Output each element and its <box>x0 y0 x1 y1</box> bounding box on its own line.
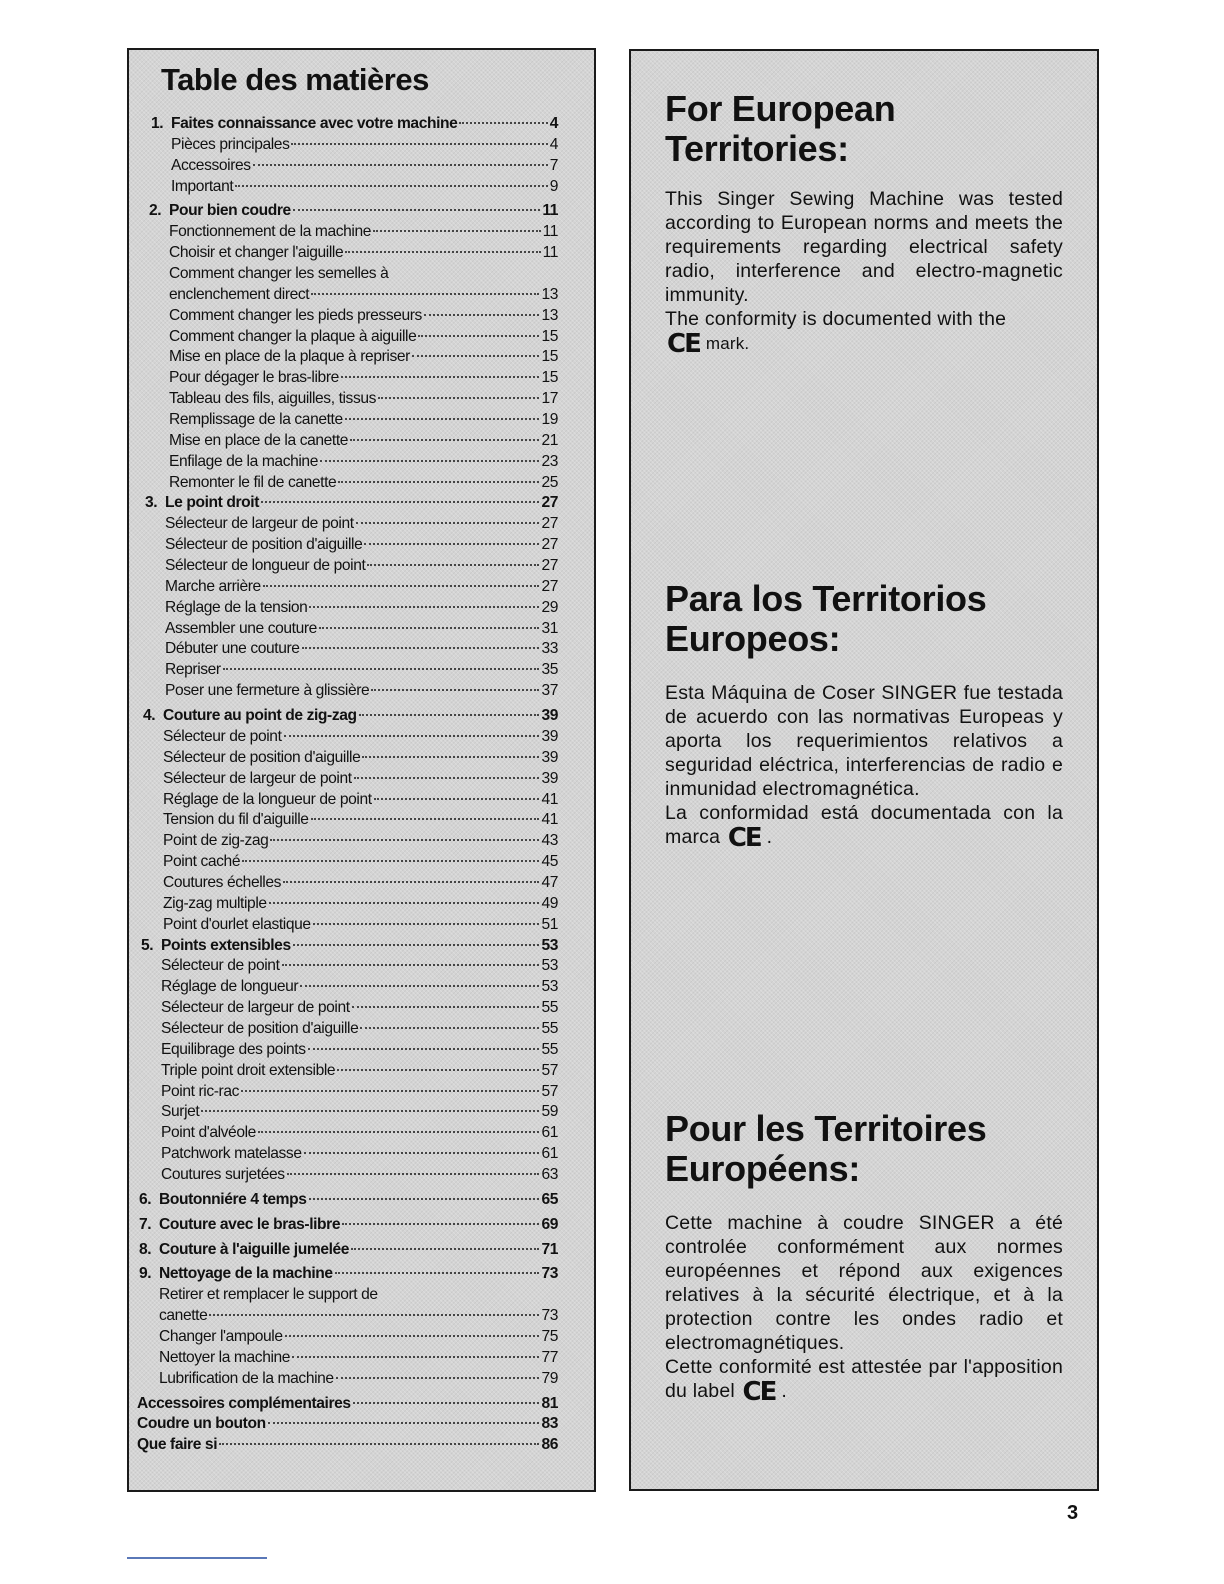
toc-leader-dots <box>241 1090 539 1092</box>
toc-leader-dots <box>223 668 540 670</box>
toc-entry-page: 39 <box>541 707 558 725</box>
toc-entry <box>129 639 594 660</box>
toc-entry-label: Pour bien coudre <box>169 202 291 220</box>
toc-leader-dots <box>261 501 539 503</box>
toc-entry-page: 53 <box>541 957 558 975</box>
toc-leader-dots <box>235 185 547 187</box>
toc-leader-dots <box>311 818 540 820</box>
toc-leader-dots <box>336 1377 540 1379</box>
notice-spanish <box>665 578 1063 853</box>
toc-entry-page: 13 <box>541 285 558 303</box>
toc-entry-page: 29 <box>541 598 558 616</box>
toc-leader-dots <box>263 585 540 587</box>
toc-entry <box>129 327 594 348</box>
toc-entry-page: 39 <box>541 727 558 745</box>
toc-entry-page: 17 <box>541 390 558 408</box>
notice-french-body: Cette machine à coudre SINGER a été controlée conformément aux normes européennes et répond aux exigences relatives à la sécurité électrique, et à la protection contre les ondes radio et electromagnétiques. <box>665 1212 1063 1354</box>
toc-entry <box>129 135 594 156</box>
toc-entry-page: 11 <box>542 244 558 262</box>
toc-entry-label: Sélecteur de largeur de point <box>163 769 352 787</box>
toc-entry-page: 31 <box>541 619 558 637</box>
toc-section-entry <box>129 201 594 222</box>
toc-entry-page: 27 <box>541 557 558 575</box>
notice-english-title-line2: Territories: <box>665 128 849 169</box>
toc-entry-label: Points extensibles <box>161 936 291 954</box>
toc-section-entry <box>129 493 594 514</box>
toc-entry-label: Retirer et remplacer le support de <box>159 1286 378 1304</box>
toc-leader-dots <box>319 627 539 629</box>
toc-leader-dots <box>354 777 540 779</box>
toc-entry-page: 21 <box>541 431 558 449</box>
toc-section-entry <box>129 706 594 727</box>
toc-entry-page: 55 <box>541 1019 558 1037</box>
notice-french-title-line2: Européens: <box>665 1148 861 1189</box>
toc-leader-dots <box>293 209 540 211</box>
toc-entry-label: Tension du fil d'aiguille <box>163 811 309 829</box>
toc-leader-dots <box>269 902 540 904</box>
toc-entry-page: 86 <box>541 1436 558 1454</box>
toc-entry-number: 7. <box>139 1215 152 1233</box>
notice-french-title <box>665 1109 1063 1189</box>
toc-entry <box>129 156 594 177</box>
toc-entry-page: 27 <box>541 494 558 512</box>
toc-leader-dots <box>282 964 540 966</box>
footer-line <box>127 1557 267 1559</box>
toc-entry-page: 13 <box>541 306 558 324</box>
toc-entry-label: Boutonniére 4 temps <box>159 1190 307 1208</box>
toc-leader-dots <box>335 1272 540 1274</box>
page-number: 3 <box>1067 1502 1079 1524</box>
toc-entry-label: Sélecteur de longueur de point <box>165 557 366 575</box>
toc-section-entry <box>129 1240 594 1261</box>
toc-entry-page: 71 <box>541 1240 558 1258</box>
toc-entry-number: 5. <box>141 936 154 954</box>
toc-entry-label: Coudre un bouton <box>137 1415 266 1433</box>
toc-entry-page: 51 <box>541 915 558 933</box>
toc-leader-dots <box>351 1248 539 1250</box>
toc-entry <box>129 894 594 915</box>
toc-entry-label: Nettoyer la machine <box>159 1348 291 1366</box>
toc-entry-label: Pièces principales <box>171 135 290 153</box>
toc-entry-label: Réglage de longueur <box>161 978 299 996</box>
toc-entry-label: Assembler une couture <box>165 619 317 637</box>
toc-leader-dots <box>360 1027 539 1029</box>
toc-leader-dots <box>356 522 540 524</box>
toc-entry <box>129 177 594 198</box>
toc-entry-label: Triple point droit extensible <box>161 1061 336 1079</box>
toc-entry-label: Coutures échelles <box>163 873 282 891</box>
toc-entry-page: 4 <box>549 115 558 132</box>
toc-leader-dots <box>209 1314 539 1316</box>
toc-entry-page: 79 <box>541 1369 558 1387</box>
toc-entry-page: 39 <box>541 748 558 766</box>
toc-entry-page: 47 <box>541 873 558 891</box>
toc-leader-dots <box>287 1173 540 1175</box>
toc-title: Table des matières <box>161 62 429 97</box>
toc-entry <box>129 1019 594 1040</box>
toc-entry <box>129 514 594 535</box>
toc-entry-label: Marche arrière <box>165 577 261 595</box>
toc-entry-page: 57 <box>541 1061 558 1079</box>
toc-leader-dots <box>304 1152 540 1154</box>
toc-entry-label: Mise en place de la canette <box>169 431 349 449</box>
toc-entry-page: 39 <box>541 769 558 787</box>
toc-leader-dots <box>337 1069 539 1071</box>
notice-english-conformity <box>665 307 1063 359</box>
toc-entry <box>129 1348 594 1369</box>
toc-entry-label: Tableau des fils, aiguilles, tissus <box>169 390 377 408</box>
toc-entry <box>129 1102 594 1123</box>
ce-mark-icon: CE <box>667 329 700 359</box>
toc-entry-page: 73 <box>541 1265 558 1283</box>
toc-leader-dots <box>219 1443 539 1445</box>
toc-entry-number: 4. <box>143 707 156 725</box>
toc-entry <box>129 1040 594 1061</box>
toc-leader-dots <box>309 1198 540 1200</box>
toc-leader-dots <box>268 1422 540 1424</box>
toc-entry <box>129 1165 594 1186</box>
toc-entry-page: 65 <box>541 1190 558 1208</box>
toc-entry-page: 45 <box>541 853 558 871</box>
toc-section-entry <box>129 1264 594 1285</box>
toc-entry-page: 61 <box>541 1124 558 1142</box>
toc-entry-page: 57 <box>541 1082 558 1100</box>
toc-leader-dots <box>292 1356 539 1358</box>
toc-entry-label: Faites connaissance avec votre machine <box>171 115 458 132</box>
ce-mark-icon: CE <box>742 1377 776 1407</box>
toc-entry <box>129 852 594 873</box>
toc-leader-dots <box>345 418 540 420</box>
toc-entry <box>129 535 594 556</box>
toc-leader-dots <box>201 1110 539 1112</box>
toc-entry-label: Sélecteur de point <box>163 727 282 745</box>
toc-entry <box>129 1123 594 1144</box>
toc-entry-page: 81 <box>541 1394 558 1412</box>
notice-spanish-conformity-text: La conformidad está documentada con la marca <box>665 802 1063 848</box>
toc-entry <box>129 790 594 811</box>
toc-entry-page: 77 <box>541 1348 558 1366</box>
toc-entry <box>129 452 594 473</box>
toc-leader-dots <box>293 944 540 946</box>
toc-entry-page: 11 <box>542 223 558 241</box>
notice-english-conformity-text: The conformity is documented with the <box>665 308 1007 330</box>
toc-entry-label: enclenchement direct <box>169 285 310 303</box>
toc-leader-dots <box>345 251 540 253</box>
toc-entry-label: canette <box>159 1307 208 1325</box>
toc-entry-page: 55 <box>541 999 558 1017</box>
notice-french-conformity <box>665 1355 1063 1407</box>
notice-french <box>665 1108 1063 1407</box>
toc-leader-dots <box>313 923 540 925</box>
toc-entry-label: Sélecteur de position d'aiguille <box>163 748 361 766</box>
notice-spanish-title <box>665 579 1063 659</box>
toc-entry-page: 69 <box>541 1215 558 1233</box>
toc-entry-page: 27 <box>541 515 558 533</box>
toc-entry <box>129 389 594 410</box>
toc-entry <box>129 285 594 306</box>
toc-entry-page: 53 <box>541 978 558 996</box>
toc-entry <box>129 243 594 264</box>
toc-entry-label: Sélecteur de position d'aiguille <box>161 1019 359 1037</box>
toc-entry-page: 33 <box>541 640 558 658</box>
toc-entry-page: 15 <box>541 327 558 345</box>
toc-leader-dots <box>424 314 540 316</box>
toc-entry <box>129 873 594 894</box>
toc-entry-label: Couture à l'aiguille jumelée <box>159 1240 350 1258</box>
toc-leader-dots <box>311 293 539 295</box>
toc-entry-label: Lubrification de la machine <box>159 1369 334 1387</box>
toc-leader-dots <box>362 756 539 758</box>
notice-english <box>665 88 1063 359</box>
toc-section-entry <box>129 1435 594 1456</box>
ce-mark-icon: CE <box>727 823 761 853</box>
toc-entry <box>129 1369 594 1390</box>
toc-section-entry <box>129 936 594 957</box>
toc-entry-page: 61 <box>541 1145 558 1163</box>
toc-entry-page: 37 <box>541 682 558 700</box>
toc-entry <box>129 1306 594 1327</box>
toc-entry-page: 41 <box>541 811 558 829</box>
toc-entry-label: Sélecteur de largeur de point <box>161 999 350 1017</box>
toc-leader-dots <box>352 1006 540 1008</box>
toc-entry-label: Important <box>171 177 234 195</box>
toc-leader-dots <box>412 355 540 357</box>
toc-entry-label: Couture avec le bras-libre <box>159 1215 341 1233</box>
toc-entry-page: 49 <box>541 894 558 912</box>
toc-entry-page: 27 <box>541 577 558 595</box>
toc-entry <box>129 681 594 702</box>
toc-entry-label: Sélecteur de position d'aiguille <box>165 536 363 554</box>
toc-entry-label: Remplissage de la canette <box>169 411 343 429</box>
toc-entry-page: 53 <box>541 936 558 954</box>
toc-entry-label: Couture au point de zig-zag <box>163 707 357 725</box>
european-notices-panel <box>629 49 1099 1491</box>
notice-french-conformity-text: Cette conformité est attestée par l'apposition du label <box>665 1356 1063 1402</box>
toc-entry-label: Point caché <box>163 853 241 871</box>
notice-english-body: This Singer Sewing Machine was tested according to European norms and meets the requirements regarding electrical safety radio, interference and electro-magnetic immunity. <box>665 188 1063 306</box>
toc-section-entry <box>129 114 594 135</box>
toc-leader-dots <box>459 122 547 124</box>
toc-entry <box>129 577 594 598</box>
notice-english-conformity-suffix: mark. <box>705 334 750 353</box>
toc-entry-page: 19 <box>541 411 558 429</box>
toc-section-entry <box>129 1394 594 1415</box>
toc-leader-dots <box>320 460 539 462</box>
toc-entry <box>129 748 594 769</box>
toc-leader-dots <box>341 376 540 378</box>
toc-entry <box>129 727 594 748</box>
toc-entry-page: 59 <box>541 1103 558 1121</box>
toc-entry <box>129 347 594 368</box>
toc-entry <box>129 264 594 285</box>
notice-english-title-line1: For European <box>665 88 896 129</box>
toc-entry-page: 83 <box>541 1415 558 1433</box>
toc-entry <box>129 810 594 831</box>
toc-entry-label: Surjet <box>161 1103 200 1121</box>
toc-entry <box>129 368 594 389</box>
toc-entry-page: 41 <box>541 790 558 808</box>
toc-entry <box>129 956 594 977</box>
toc-entry <box>129 915 594 936</box>
toc-entry-label: Patchwork matelasse <box>161 1145 302 1163</box>
notice-french-conformity-suffix: . <box>781 1380 788 1402</box>
toc-entry <box>129 431 594 452</box>
toc-entry-page: 43 <box>541 832 558 850</box>
toc-entry-label: Débuter une couture <box>165 640 300 658</box>
toc-leader-dots <box>373 230 541 232</box>
notice-spanish-body: Esta Máquina de Coser SINGER fue testada de acuerdo con las normativas Europeas y aporta los requerimientos relativos a seguridad eléctrica, interferencias de radio e inmunidad electromagnética. <box>665 682 1063 800</box>
toc-entry-label: Que faire si <box>137 1436 218 1454</box>
toc-entry-label: Coutures surjetées <box>161 1165 285 1183</box>
toc-entry <box>129 998 594 1019</box>
toc-entry-label: Poser une fermeture à glissière <box>165 682 370 700</box>
toc-entry <box>129 1061 594 1082</box>
toc-entry-label: Zig-zag multiple <box>163 894 267 912</box>
toc-entry <box>129 222 594 243</box>
toc-entry <box>129 660 594 681</box>
notice-spanish-title-line1: Para los Territorios <box>665 578 987 619</box>
toc-entry-label: Mise en place de la plaque à repriser <box>169 348 410 366</box>
toc-entry <box>129 598 594 619</box>
notice-french-title-line1: Pour les Territoires <box>665 1108 987 1149</box>
toc-entry-page: 35 <box>541 661 558 679</box>
toc-leader-dots <box>258 1131 540 1133</box>
toc-entry-label: Enfilage de la machine <box>169 452 318 470</box>
toc-leader-dots <box>309 606 539 608</box>
toc-entry-label: Equilibrage des points <box>161 1040 306 1058</box>
toc-entry-label: Point d'ourlet elastique <box>163 915 311 933</box>
toc-entry-page: 25 <box>541 473 558 491</box>
toc-entry-page: 7 <box>549 156 558 174</box>
toc-entry-page: 75 <box>541 1327 558 1345</box>
toc-entry-page: 73 <box>541 1307 558 1325</box>
toc-entry-label: Remonter le fil de canette <box>169 473 337 491</box>
toc-entry-label: Comment changer les pieds presseurs <box>169 306 422 324</box>
toc-leader-dots <box>342 1223 539 1225</box>
toc-entry <box>129 1082 594 1103</box>
toc-entry-number: 6. <box>139 1190 152 1208</box>
toc-leader-dots <box>284 735 540 737</box>
toc-leader-dots <box>371 689 539 691</box>
toc-leader-dots <box>302 647 540 649</box>
toc-leader-dots <box>367 564 539 566</box>
toc-entry <box>129 1327 594 1348</box>
toc-entry <box>129 473 594 494</box>
toc-leader-dots <box>378 397 539 399</box>
toc-leader-dots <box>418 335 539 337</box>
toc-entry-label: Point de zig-zag <box>163 832 269 850</box>
notice-spanish-conformity <box>665 801 1063 853</box>
toc-entry-label: Accessoires complémentaires <box>137 1394 351 1412</box>
toc-list <box>129 114 594 1456</box>
toc-entry-number: 8. <box>139 1240 152 1258</box>
toc-leader-dots <box>308 1048 540 1050</box>
toc-entry-number: 1. <box>151 115 164 132</box>
toc-entry <box>129 769 594 790</box>
toc-leader-dots <box>364 543 539 545</box>
table-of-contents-panel <box>127 48 596 1492</box>
toc-entry-page: 11 <box>542 202 558 220</box>
toc-entry-page: 9 <box>549 177 558 195</box>
toc-section-entry <box>129 1215 594 1236</box>
toc-leader-dots <box>350 439 539 441</box>
notice-spanish-title-line2: Europeos: <box>665 618 841 659</box>
toc-entry <box>129 556 594 577</box>
notice-english-title <box>665 89 1063 169</box>
toc-entry-number: 9. <box>139 1265 152 1283</box>
toc-entry-label: Réglage de la tension <box>165 598 308 616</box>
toc-entry-page: 15 <box>541 369 558 387</box>
toc-section-entry <box>129 1190 594 1211</box>
toc-leader-dots <box>338 481 539 483</box>
toc-leader-dots <box>300 985 539 987</box>
toc-entry <box>129 410 594 431</box>
toc-leader-dots <box>253 164 548 166</box>
toc-entry-page: 63 <box>541 1165 558 1183</box>
toc-entry-label: Sélecteur de point <box>161 957 280 975</box>
toc-entry-label: Repriser <box>165 661 221 679</box>
toc-entry-label: Nettoyage de la machine <box>159 1265 333 1283</box>
toc-entry-label: Fonctionnement de la machine <box>169 223 372 241</box>
toc-entry-page: 23 <box>541 452 558 470</box>
toc-leader-dots <box>359 714 540 716</box>
toc-entry <box>129 619 594 640</box>
toc-entry-label: Accessoires <box>171 156 251 174</box>
toc-entry-page: 55 <box>541 1040 558 1058</box>
toc-entry-number: 2. <box>149 202 162 220</box>
toc-entry-label: Le point droit <box>165 494 260 512</box>
toc-entry <box>129 1285 594 1306</box>
toc-leader-dots <box>353 1402 540 1404</box>
toc-entry-label: Point ric-rac <box>161 1082 239 1100</box>
toc-entry <box>129 831 594 852</box>
toc-entry <box>129 977 594 998</box>
toc-entry-page: 4 <box>549 135 558 153</box>
toc-entry-label: Point d'alvéole <box>161 1124 256 1142</box>
toc-entry-label: Changer l'ampoule <box>159 1327 283 1345</box>
toc-leader-dots <box>242 860 539 862</box>
toc-section-entry <box>129 1414 594 1435</box>
toc-leader-dots <box>285 1335 540 1337</box>
toc-entry-label: Pour dégager le bras-libre <box>169 369 339 387</box>
toc-entry-page: 15 <box>541 348 558 366</box>
toc-entry-label: Comment changer les semelles à <box>169 265 389 283</box>
toc-leader-dots <box>270 839 539 841</box>
toc-entry-number: 3. <box>145 494 158 512</box>
toc-entry-label: Choisir et changer l'aiguille <box>169 244 344 262</box>
toc-leader-dots <box>283 881 539 883</box>
toc-entry-label: Comment changer la plaque à aiguille <box>169 327 417 345</box>
toc-entry-label: Sélecteur de largeur de point <box>165 515 354 533</box>
toc-entry <box>129 1144 594 1165</box>
toc-entry-page: 27 <box>541 536 558 554</box>
notice-spanish-conformity-suffix: . <box>766 826 773 848</box>
toc-entry <box>129 306 594 327</box>
toc-entry-label: Réglage de la longueur de point <box>163 790 372 808</box>
toc-leader-dots <box>374 798 540 800</box>
toc-leader-dots <box>291 143 547 145</box>
